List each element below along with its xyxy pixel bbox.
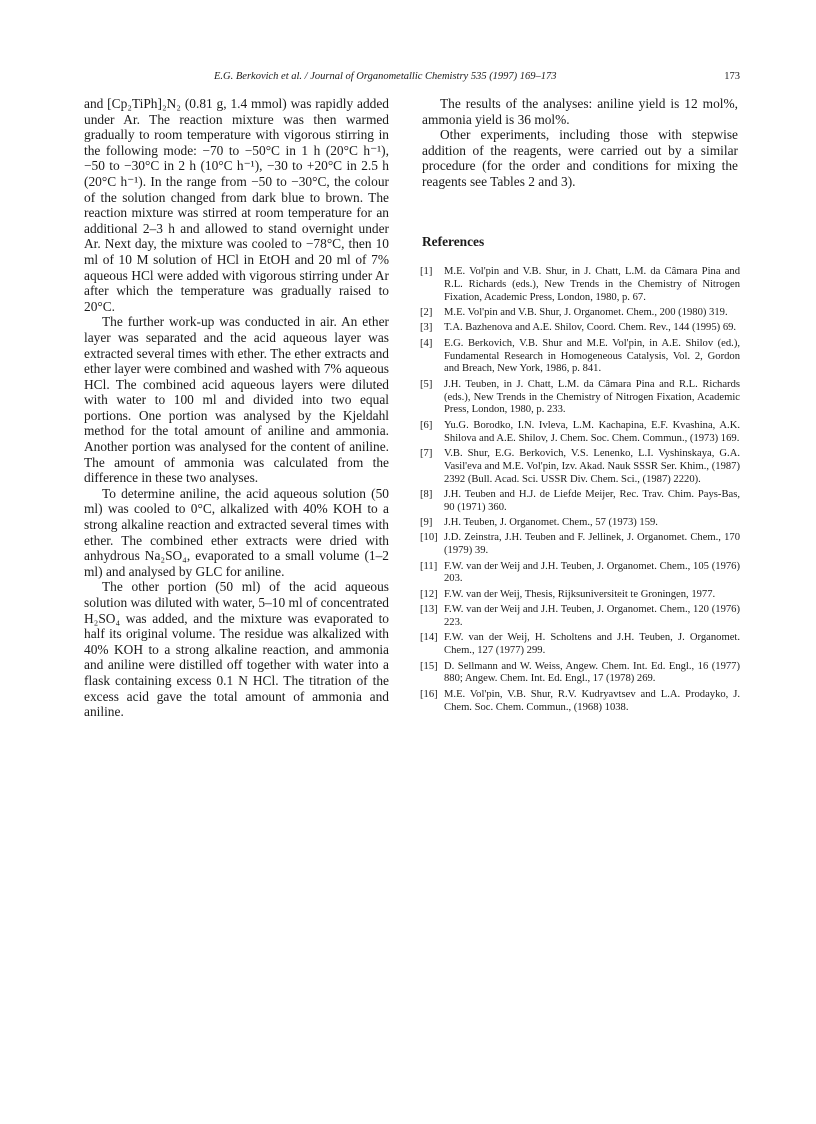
reference-number: [16] <box>420 688 438 700</box>
reference-number: [4] <box>420 337 433 349</box>
reference-item <box>420 322 740 335</box>
reference-item <box>420 632 740 658</box>
reference-item <box>420 589 740 602</box>
reference-number: [1] <box>420 266 433 277</box>
reference-item <box>420 420 740 446</box>
reference-text: F.W. van der Weij and J.H. Teuben, J. Organomet. Chem., 105 (1976) 203. <box>444 560 740 585</box>
reference-item <box>420 532 740 558</box>
reference-number: [10] <box>420 532 438 544</box>
reference-text: E.G. Berkovich, V.B. Shur and M.E. Vol'pin, in A.E. Shilov (ed.), Fundamental Research in Homogeneous Catalysis, Vol. 2, Gordon and Breach, New York, 1986, p. 841. <box>444 337 740 375</box>
reference-item <box>420 448 740 486</box>
page-number: 173 <box>724 71 740 82</box>
reference-text: M.E. Vol'pin, V.B. Shur, R.V. Kudryavtsev and L.A. Prodayko, J. Chem. Soc. Chem. Commun., (1968) 1038. <box>444 688 740 713</box>
references-heading: References <box>422 234 485 249</box>
reference-text: Yu.G. Borodko, I.N. Ivleva, L.M. Kachapina, E.F. Kvashina, A.K. Shilova and A.E. Shilov, J. Chem. Soc. Chem. Commun., (1973) 169. <box>444 419 740 444</box>
reference-number: [3] <box>420 322 433 334</box>
reference-text: V.B. Shur, E.G. Berkovich, V.S. Lenenko, L.I. Vyshinskaya, G.A. Vasil'eva and M.E. Vol'pin, Izv. Akad. Nauk SSSR Ser. Khim., (1987) 2392 (Bull. Acad. Sci. USSR Div. Chem. Sci., (1987) 2220). <box>444 447 740 485</box>
journal-citation: E.G. Berkovich et al. / Journal of Organometallic Chemistry 535 (1997) 169–173 <box>214 71 557 82</box>
reference-number: [5] <box>420 378 433 390</box>
reference-number: [13] <box>420 604 438 616</box>
reference-text: M.E. Vol'pin and V.B. Shur, J. Organomet. Chem., 200 (1980) 319. <box>444 306 728 318</box>
reference-number: [14] <box>420 632 438 644</box>
reference-item <box>420 604 740 630</box>
reference-text: T.A. Bazhenova and A.E. Shilov, Coord. Chem. Rev., 144 (1995) 69. <box>444 322 737 334</box>
reference-number: [2] <box>420 306 433 318</box>
right-column <box>422 96 738 190</box>
reference-item <box>420 689 740 715</box>
references-list <box>420 266 740 717</box>
reference-item <box>420 307 740 320</box>
reference-item <box>420 661 740 687</box>
reference-item <box>420 338 740 376</box>
paragraph-procedure: and [Cp₂TiPh]₂N₂ (0.81 g, 1.4 mmol) was rapidly added under Ar. The reaction mixture was then warmed gradually to room temperature with vigorous stirring in the following mode: −70 to −50°C in 1 h (20°C h⁻¹), −50 to −30°C in 2 h (10°C h⁻¹), −30 to +20°C in 2.5 h (20°C h⁻¹). In the range from −50 to −30°C, the colour of the solution changed from dark blue to brown. The reaction mixture was stirred at room temperature for an additional 2–3 h and allowed to stand overnight under Ar. Next day, the mixture was cooled to −78°C, then 10 ml of 10 M solution of HCl in EtOH and 20 ml of 7% aqueous HCl were added with vigorous stirring under Ar after which the temperature was gradually raised to 20°C. <box>84 96 389 314</box>
paragraph-other-experiments: Other experiments, including those with stepwise addition of the reagents, were carried out by a similar procedure (for the order and conditions for mixing the reagents see Tables 2 and 3). <box>422 127 738 189</box>
reference-text: F.W. van der Weij and J.H. Teuben, J. Organomet. Chem., 120 (1976) 223. <box>444 604 740 629</box>
reference-text: J.D. Zeinstra, J.H. Teuben and F. Jellinek, J. Organomet. Chem., 170 (1979) 39. <box>444 532 740 557</box>
reference-item <box>420 266 740 304</box>
reference-item <box>420 489 740 515</box>
reference-number: [8] <box>420 488 433 500</box>
reference-number: [7] <box>420 447 433 459</box>
reference-text: J.H. Teuben, J. Organomet. Chem., 57 (1973) 159. <box>444 517 658 529</box>
reference-number: [6] <box>420 419 433 431</box>
reference-item <box>420 379 740 417</box>
reference-number: [15] <box>420 660 438 672</box>
paragraph-results: The results of the analyses: aniline yield is 12 mol%, ammonia yield is 36 mol%. <box>422 96 738 127</box>
paragraph-aniline-determination: To determine aniline, the acid aqueous solution (50 ml) was cooled to 0°C, alkalized with 40% KOH to a strong alkaline reaction and extracted several times with ether. The combined ether extracts were dried with anhydrous Na₂SO₄, evaporated to a small volume (1–2 ml) and analysed by GLC for aniline. <box>84 485 389 579</box>
reference-number: [12] <box>420 588 438 600</box>
reference-text: D. Sellmann and W. Weiss, Angew. Chem. Int. Ed. Engl., 16 (1977) 880; Angew. Chem. Int. Ed. Engl., 17 (1978) 269. <box>444 660 740 685</box>
reference-text: M.E. Vol'pin and V.B. Shur, in J. Chatt, L.M. da Câmara Pina and R.L. Richards (eds.), New Trends in the Chemistry of Nitrogen Fixation, Academic Press, London, 1980, p. 67. <box>444 266 740 303</box>
paragraph-workup: The further work-up was conducted in air. An ether layer was separated and the acid aqueous layer was extracted several times with ether. The ether extracts and ether layer were combined and washed with 7% aqueous HCl. The combined acid aqueous layers were diluted with water to 100 ml and divided into two equal portions. One portion was analysed by the Kjeldahl method for the total amount of aniline and ammonia. Another portion was analysed for the content of aniline. The amount of ammonia was calculated from the difference in these two analyses. <box>84 314 389 486</box>
reference-text: J.H. Teuben and H.J. de Liefde Meijer, Rec. Trav. Chim. Pays-Bas, 90 (1971) 360. <box>444 488 740 513</box>
reference-item <box>420 561 740 587</box>
reference-text: J.H. Teuben, in J. Chatt, L.M. da Câmara Pina and R.L. Richards (eds.), New Trends in the Chemistry of Nitrogen Fixation, Academic Press, London, 1980, p. 233. <box>444 378 740 416</box>
reference-text: F.W. van der Weij, Thesis, Rijksuniversiteit te Groningen, 1977. <box>444 588 716 600</box>
reference-number: [9] <box>420 517 433 529</box>
left-column <box>84 96 389 720</box>
paragraph-ammonia-determination: The other portion (50 ml) of the acid aqueous solution was diluted with water, 5–10 ml of concentrated H₂SO₄ was added, and the mixture was evaporated to half its original volume. The residue was alkalized with 40% KOH to a strong alkaline reaction, and ammonia and aniline were distilled off together with water into a flask containing excess 0.1 N HCl. The titration of the excess acid gave the total amount of ammonia and aniline. <box>84 579 389 720</box>
reference-item <box>420 517 740 530</box>
reference-text: F.W. van der Weij, H. Scholtens and J.H. Teuben, J. Organomet. Chem., 127 (1977) 299. <box>444 632 740 657</box>
reference-number: [11] <box>420 560 438 572</box>
